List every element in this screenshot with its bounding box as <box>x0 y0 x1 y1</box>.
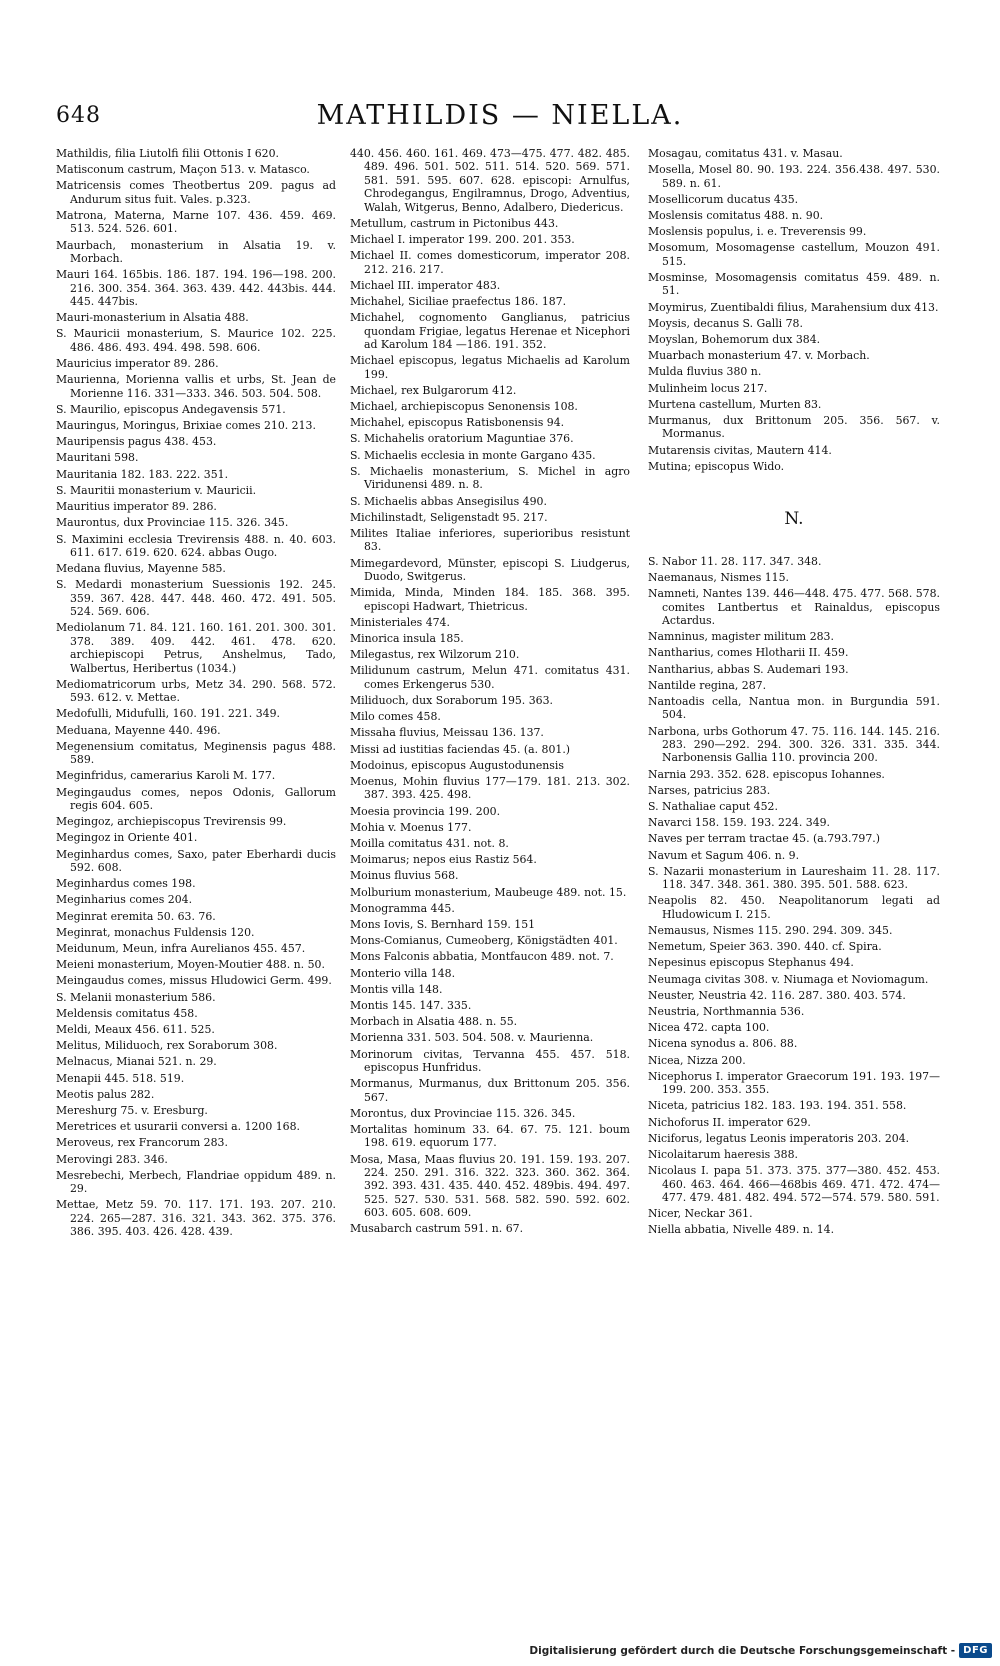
index-entry: Neapolis 82. 450. Neapolitanorum legati ad Hludowicum I. 215. <box>648 894 940 921</box>
index-entry: Mulinheim locus 217. <box>648 381 768 395</box>
index-entry: Mohia v. Moenus 177. <box>350 820 472 834</box>
index-entry: Mauritius imperator 89. 286. <box>56 500 217 514</box>
index-entry: Navarci 158. 159. 193. 224. 349. <box>648 816 831 830</box>
index-entry: Nicolaus I. papa 51. 373. 375. 377—380. 452. 453. 460. 463. 464. 466—468bis 469. 471. 472. 474—477. 479. 481. 482. 494. 572—574. 579. 580. 591. <box>648 1164 940 1205</box>
index-entry: Morontus, dux Provinciae 115. 326. 345. <box>350 1106 576 1120</box>
index-entry: Mauri 164. 165bis. 186. 187. 194. 196—198. 200. 216. 300. 354. 364. 363. 439. 442. 443bis. 444. 445. 447bis. <box>56 268 336 309</box>
index-entry: Mosomum, Mosomagense castellum, Mouzon 491. 515. <box>648 241 940 268</box>
index-entry: Monogramma 445. <box>350 901 455 915</box>
index-entry: Meldensis comitatus 458. <box>56 1006 198 1020</box>
index-entry: Mons Falconis abbatia, Montfaucon 489. not. 7. <box>350 950 614 964</box>
index-entry: Mosminse, Mosomagensis comitatus 459. 489. n. 51. <box>648 271 940 298</box>
index-entry: Mauricius imperator 89. 286. <box>56 357 219 371</box>
index-entry: Mediomatricorum urbs, Metz 34. 290. 568. 572. 593. 612. v. Mettae. <box>56 677 336 705</box>
index-entry: Mauri-monasterium in Alsatia 488. <box>56 311 249 325</box>
index-entry: Mathildis, filia Liutolfi filii Ottonis I 620. <box>56 147 279 160</box>
index-entry: Nicena synodus a. 806. 88. <box>648 1037 798 1051</box>
index-entry: Mosagau, comitatus 431. v. Masau. <box>648 147 843 160</box>
index-entry: Mettae, Metz 59. 70. 117. 171. 193. 207. 210. 224. 265—287. 316. 321. 343. 362. 375. 376. 386. 395. 403. 426. 428. 439. <box>56 1198 336 1239</box>
index-entry: Neuster, Neustria 42. 116. 287. 380. 403. 574. <box>648 988 906 1002</box>
index-entry: Medofulli, Midufulli, 160. 191. 221. 349. <box>56 707 280 721</box>
index-entry: Niella abbatia, Nivelle 489. n. 14. <box>648 1223 835 1237</box>
index-column-2 <box>350 147 630 1239</box>
index-entry: S. Michaelis monasterium, S. Michel in agro Viridunensi 489. n. 8. <box>350 464 630 492</box>
index-entry: Moslensis populus, i. e. Treverensis 99. <box>648 225 867 239</box>
index-entry: Milites Italiae inferiores, superioribus resistunt 83. <box>350 526 630 554</box>
index-entry: Nicea 472. capta 100. <box>648 1021 770 1035</box>
index-entry: Mons-Comianus, Cumeoberg, Königstädten 401. <box>350 934 618 948</box>
index-entry: Michahel, Siciliae praefectus 186. 187. <box>350 295 567 309</box>
index-entry: Mosella, Mosel 80. 90. 193. 224. 356.438. 497. 530. 589. n. 61. <box>648 163 940 190</box>
index-entry: Milegastus, rex Wilzorum 210. <box>350 648 520 662</box>
index-entry: Neumaga civitas 308. v. Niumaga et Noviomagum. <box>648 972 929 986</box>
index-entry: Meginharius comes 204. <box>56 893 193 907</box>
index-entry: Nantoadis cella, Nantua mon. in Burgundia 591. 504. <box>648 694 940 722</box>
index-entry: Nantharius, abbas S. Audemari 193. <box>648 662 849 676</box>
footer-text: Digitalisierung gefördert durch die Deutsche Forschungsgemeinschaft - <box>529 1644 956 1657</box>
index-entry: Moimarus; nepos eius Rastiz 564. <box>350 853 537 867</box>
index-entry: Maurontus, dux Provinciae 115. 326. 345. <box>56 516 289 530</box>
index-entry: Mulda fluvius 380 n. <box>648 365 762 379</box>
index-entry: Matisconum castrum, Maçon 513. v. Matasco. <box>56 163 310 177</box>
index-entry: Merovingi 283. 346. <box>56 1152 168 1166</box>
index-entry: Mereshurg 75. v. Eresburg. <box>56 1104 208 1118</box>
index-entry: Musabarch castrum 591. n. 67. <box>350 1222 524 1236</box>
index-entry: Neustria, Northmannia 536. <box>648 1005 805 1018</box>
index-entry: Medana fluvius, Mayenne 585. <box>56 562 226 576</box>
index-entry: Montis 145. 147. 335. <box>350 999 472 1013</box>
index-entry: Michahel, episcopus Ratisbonensis 94. <box>350 416 565 430</box>
index-entry: 440. 456. 460. 161. 469. 473—475. 477. 482. 485. 489. 496. 501. 502. 511. 514. 520. 569. 571. 581. 591. 595. 607. 628. episcopi: Arnulfus, Chrodegangus, Engilramnus, Drogo, Adventius, Walah, Witgerus, Benno, Adalbero, Diedericus. <box>350 147 630 214</box>
index-entry: Mauritania 182. 183. 222. 351. <box>56 467 229 481</box>
index-entry: Missaha fluvius, Meissau 136. 137. <box>350 726 544 740</box>
index-entry: Naves per terram tractae 45. (a.793.797.) <box>648 832 880 846</box>
index-entry: Meretrices et usurarii conversi a. 1200 168. <box>56 1120 300 1134</box>
index-entry: Namneti, Nantes 139. 446—448. 475. 477. 568. 578. comites Lantbertus et Rainaldus, episcopus Actardus. <box>648 587 940 627</box>
index-entry: S. Michaelis ecclesia in monte Gargano 435. <box>350 448 596 462</box>
index-entry: Michael III. imperator 483. <box>350 278 501 292</box>
index-entry: Muarbach monasterium 47. v. Morbach. <box>648 349 870 363</box>
index-entry: Mosa, Masa, Maas fluvius 20. 191. 159. 193. 207. 224. 250. 291. 316. 322. 323. 360. 362. 364. 392. 393. 431. 435. 440. 452. 489bis. 494. 497. 525. 527. 530. 531. 568. 582. 590. 592. 602. 603. 605. 608. 609. <box>350 1152 630 1220</box>
index-entry: S. Nathaliae caput 452. <box>648 799 778 813</box>
index-entry: Missi ad iustitias faciendas 45. (a. 801.) <box>350 742 571 756</box>
index-entry: Mimegardevord, Münster, episcopi S. Liudgerus, Duodo, Switgerus. <box>350 556 630 583</box>
index-entry: Moenus, Mohin fluvius 177—179. 181. 213. 302. 387. 393. 425. 498. <box>350 774 630 802</box>
index-entry: Matrona, Materna, Marne 107. 436. 459. 469. 513. 524. 526. 601. <box>56 209 336 236</box>
index-entry: Mormanus, Murmanus, dux Brittonum 205. 356. 567. <box>350 1077 630 1104</box>
index-entry: Melnacus, Mianai 521. n. 29. <box>56 1055 217 1069</box>
index-entry: Nemetum, Speier 363. 390. 440. cf. Spira. <box>648 940 882 954</box>
index-entry: Megenensium comitatus, Meginensis pagus 488. 589. <box>56 739 336 767</box>
index-entry: Michahel, cognomento Ganglianus, patricius quondam Frigiae, legatus Herenae et Nicephori ad Karolum 184 —186. 191. 352. <box>350 311 630 352</box>
index-entry: Mauripensis pagus 438. 453. <box>56 435 217 449</box>
dfg-logo: DFG <box>959 1643 992 1658</box>
index-entry: Nantharius, comes Hlotharii II. 459. <box>648 646 849 660</box>
index-entry: Milo comes 458. <box>350 710 441 724</box>
index-entry: Melitus, Miliduoch, rex Soraborum 308. <box>56 1039 278 1053</box>
index-column-1 <box>56 147 336 1241</box>
index-column-3 <box>648 147 940 1240</box>
index-entry: Nicer, Neckar 361. <box>648 1207 753 1221</box>
index-entry: Mauringus, Moringus, Brixiae comes 210. 213. <box>56 419 316 433</box>
index-entry: Mediolanum 71. 84. 121. 160. 161. 201. 300. 301. 378. 389. 409. 442. 461. 478. 620. archiepiscopi Petrus, Anshelmus, Tado, Walbertus, Heribertus (1034.) <box>56 621 336 675</box>
index-entry: S. Mauritii monasterium v. Mauricii. <box>56 483 257 497</box>
index-entry: Michael, rex Bulgarorum 412. <box>350 383 517 397</box>
index-entry: Moslensis comitatus 488. n. 90. <box>648 209 824 223</box>
index-entry: Meldi, Meaux 456. 611. 525. <box>56 1023 215 1037</box>
index-entry: Narnia 293. 352. 628. episcopus Iohannes. <box>648 767 885 781</box>
index-entry: S. Melanii monasterium 586. <box>56 990 216 1004</box>
index-entry: Nicea, Nizza 200. <box>648 1053 746 1067</box>
footer <box>529 1643 992 1658</box>
index-entry: Moyslan, Bohemorum dux 384. <box>648 333 821 347</box>
index-entry: Meieni monasterium, Moyen-Moutier 488. n. 50. <box>56 958 325 972</box>
page-number: 648 <box>56 103 101 128</box>
index-entry: Nichoforus II. imperator 629. <box>648 1115 811 1129</box>
index-entry: Molburium monasterium, Maubeuge 489. not. 15. <box>350 885 627 899</box>
index-entry: S. Mauricii monasterium, S. Maurice 102. 225. 486. 486. 493. 494. 498. 598. 606. <box>56 327 336 354</box>
index-column-3-n-entries <box>648 555 940 1237</box>
index-entry: Michael II. comes domesticorum, imperator 208. 212. 216. 217. <box>350 249 630 276</box>
index-entry: Michilinstadt, Seligenstadt 95. 217. <box>350 510 548 524</box>
index-entry: Meginrat, monachus Fuldensis 120. <box>56 925 255 939</box>
index-entry: Meginhardus comes, Saxo, pater Eberhardi ducis 592. 608. <box>56 847 336 874</box>
index-entry: Meotis palus 282. <box>56 1087 155 1101</box>
index-entry: S. Michahelis oratorium Maguntiae 376. <box>350 432 574 446</box>
index-entry: Nicolaitarum haeresis 388. <box>648 1148 798 1162</box>
index-entry: Meingaudus comes, missus Hludowici Germ. 499. <box>56 974 332 988</box>
index-entry: Murtena castellum, Murten 83. <box>648 397 822 411</box>
index-entry: Ministeriales 474. <box>350 615 450 629</box>
index-entry: Megingoz, archiepiscopus Trevirensis 99. <box>56 815 287 829</box>
index-entry: Mosellicorum ducatus 435. <box>648 192 799 206</box>
index-entry: S. Medardi monasterium Suessionis 192. 245. 359. 367. 428. 447. 448. 460. 472. 491. 505. 524. 569. 606. <box>56 578 336 619</box>
index-entry: Namninus, magister militum 283. <box>648 630 834 644</box>
index-entry: Murmanus, dux Brittonum 205. 356. 567. v. Mormanus. <box>648 414 940 441</box>
index-entry: Meginrat eremita 50. 63. 76. <box>56 909 216 923</box>
index-entry: Meroveus, rex Francorum 283. <box>56 1136 228 1150</box>
index-entry: Narbona, urbs Gothorum 47. 75. 116. 144. 145. 216. 283. 290—292. 294. 300. 326. 331. 335. 344. Narbonensis Gallia 110. provincia 200. <box>648 724 940 765</box>
index-entry: Meginhardus comes 198. <box>56 877 196 891</box>
index-entry: S. Nazarii monasterium in Laureshaim 11. 28. 117. 118. 347. 348. 361. 380. 395. 501. 588. 623. <box>648 864 940 892</box>
index-entry: Narses, patricius 283. <box>648 783 771 797</box>
index-entry: Mons Iovis, S. Bernhard 159. 151 <box>350 918 536 931</box>
index-entry: Nepesinus episcopus Stephanus 494. <box>648 956 854 970</box>
index-entry: Maurbach, monasterium in Alsatia 19. v. Morbach. <box>56 238 336 266</box>
index-entry: Naemanaus, Nismes 115. <box>648 570 789 584</box>
index-entry: Mortalitas hominum 33. 64. 67. 75. 121. boum 198. 619. equorum 177. <box>350 1123 630 1150</box>
index-entry: Michael I. imperator 199. 200. 201. 353. <box>350 233 575 247</box>
index-entry: Meginfridus, camerarius Karoli M. 177. <box>56 769 276 783</box>
index-entry: Michael episcopus, legatus Michaelis ad Karolum 199. <box>350 354 630 381</box>
index-entry: Moesia provincia 199. 200. <box>350 804 501 818</box>
index-entry: Niciforus, legatus Leonis imperatoris 203. 204. <box>648 1131 910 1145</box>
index-entry: Menapii 445. 518. 519. <box>56 1071 185 1085</box>
index-entry: Nicephorus I. imperator Graecorum 191. 193. 197—199. 200. 353. 355. <box>648 1069 940 1097</box>
index-entry: Mutina; episcopus Wido. <box>648 459 785 473</box>
index-entry: Moilla comitatus 431. not. 8. <box>350 836 509 850</box>
index-entry: Morbach in Alsatia 488. n. 55. <box>350 1015 518 1029</box>
index-entry: Megingaudus comes, nepos Odonis, Gallorum regis 604. 605. <box>56 785 336 812</box>
index-entry: Miliduoch, dux Soraborum 195. 363. <box>350 693 553 707</box>
index-entry: Mauritani 598. <box>56 451 139 465</box>
section-letter: N. <box>784 509 804 530</box>
page-title: MATHILDIS — NIELLA. <box>316 100 684 131</box>
index-entry: Milidunum castrum, Melun 471. comitatus 431. comes Erkengerus 530. <box>350 664 630 691</box>
index-entry: Maurienna, Morienna vallis et urbs, St. Jean de Morienne 116. 331—333. 346. 503. 504. 508. <box>56 373 336 400</box>
index-entry: S. Nabor 11. 28. 117. 347. 348. <box>648 554 822 568</box>
index-entry: Moymirus, Zuentibaldi filius, Marahensium dux 413. <box>648 300 939 314</box>
index-entry: Mutarensis civitas, Mautern 414. <box>648 443 832 457</box>
index-entry: S. Maximini ecclesia Trevirensis 488. n. 40. 603. 611. 617. 619. 620. 624. abbas Ougo. <box>56 532 336 559</box>
index-column-3-m-entries <box>648 147 940 473</box>
index-entry: Michael, archiepiscopus Senonensis 108. <box>350 400 578 414</box>
index-entry: Meduana, Mayenne 440. 496. <box>56 723 221 737</box>
index-entry: Nantilde regina, 287. <box>648 678 767 692</box>
index-entry: Moysis, decanus S. Galli 78. <box>648 316 803 330</box>
index-entry: Modoinus, episcopus Augustodunensis <box>350 758 564 772</box>
index-entry: Metullum, castrum in Pictonibus 443. <box>350 216 559 230</box>
index-entry: Matricensis comes Theotbertus 209. pagus ad Andurum situs fuit. Vales. p.323. <box>56 179 336 206</box>
index-entry: Niceta, patricius 182. 183. 193. 194. 351. 558. <box>648 1099 907 1113</box>
index-entry: S. Maurilio, episcopus Andegavensis 571. <box>56 402 286 416</box>
index-entry: Moinus fluvius 568. <box>350 869 459 883</box>
index-entry: Meidunum, Meun, infra Aurelianos 455. 457. <box>56 942 306 956</box>
index-entry: S. Michaelis abbas Ansegisilus 490. <box>350 494 547 508</box>
index-entry: Minorica insula 185. <box>350 631 464 645</box>
index-entry: Megingoz in Oriente 401. <box>56 831 198 845</box>
index-entry: Navum et Sagum 406. n. 9. <box>648 848 800 862</box>
index-entry: Nemausus, Nismes 115. 290. 294. 309. 345. <box>648 923 893 937</box>
index-entry: Morienna 331. 503. 504. 508. v. Maurienna. <box>350 1031 594 1045</box>
index-entry: Monterio villa 148. <box>350 966 456 980</box>
index-entry: Montis villa 148. <box>350 982 443 996</box>
index-entry: Morinorum civitas, Tervanna 455. 457. 518. episcopus Hunfridus. <box>350 1047 630 1075</box>
index-entry: Mesrebechi, Merbech, Flandriae oppidum 489. n. 29. <box>56 1168 336 1196</box>
index-entry: Mimida, Minda, Minden 184. 185. 368. 395. episcopi Hadwart, Thietricus. <box>350 586 630 613</box>
